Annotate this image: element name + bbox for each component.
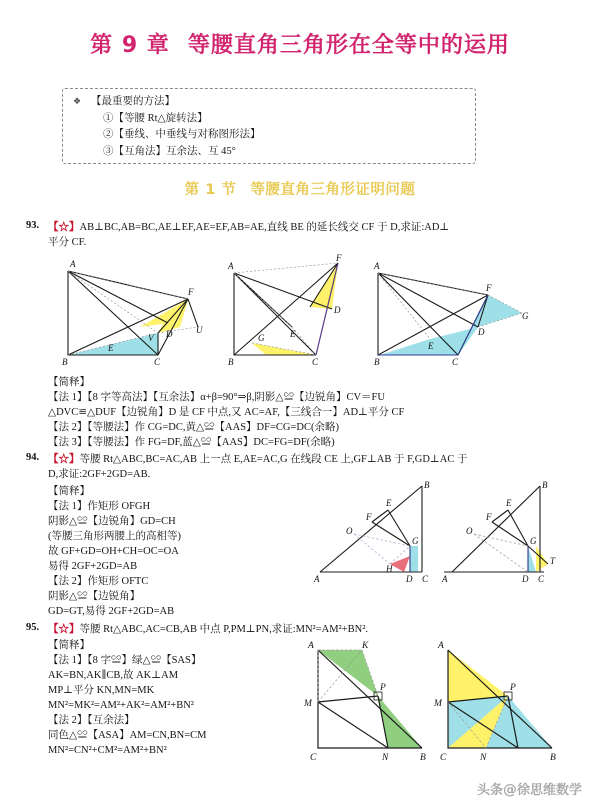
star-tag: 【☆】: [48, 624, 80, 635]
label-P: P: [380, 683, 386, 693]
problem-94-number: 94.: [26, 452, 40, 463]
star-tag: 【☆】: [48, 222, 80, 233]
figure-94-2: [444, 478, 574, 584]
label-C: C: [422, 574, 429, 584]
problem-95-number: 95.: [26, 622, 40, 633]
section-number: 第 1 节: [184, 182, 237, 198]
problem-93-number: 93.: [26, 220, 40, 231]
label-F: F: [486, 512, 492, 522]
label-N: N: [382, 753, 389, 763]
figure-93-1: [62, 255, 240, 367]
figure-93-3: [374, 255, 546, 367]
problem-95-solution: [48, 638, 328, 758]
label-C: C: [154, 357, 161, 367]
watermark-name: 徐思维数学: [516, 783, 582, 798]
chapter-title-text: 等腰直角三角形在全等中的运用: [187, 33, 510, 58]
label-G: G: [522, 311, 529, 321]
problem-94-solution-line-2: 阴影△≌【边锐角】GD=CH: [48, 516, 176, 527]
label-E: E: [290, 329, 296, 339]
problem-95-stem-line-1: [48, 622, 568, 637]
label-C: C: [440, 753, 447, 763]
label-F: F: [366, 512, 372, 522]
problem-93-stem: [48, 220, 548, 250]
problem-94-stem-line-1: [48, 452, 568, 467]
problem-93-stem-text-1: AB⊥BC,AB=BC,AE⊥EF,AE=EF,AB=AE,直线 BE 的延长线交 CF 于 D,求证:AD⊥: [79, 222, 450, 233]
problem-94-stem-text-1: 等腰 Rt△ABC,BC=AC,AB 上一点 E,AE=AC,G 在线段 CE 上,GF⊥AB 于 F,GD⊥AC 于: [79, 454, 468, 465]
label-K: K: [362, 641, 369, 651]
label-D: D: [334, 305, 341, 315]
problem-94-solution-line-1: 【法 1】作矩形 OFGH: [48, 501, 151, 512]
problem-95-solution-line-3: MP⊥平分 KN,MN=MK: [48, 685, 155, 696]
watermark-at-icon: @: [502, 782, 517, 798]
label-F: F: [486, 283, 492, 293]
problem-95-solution-line-1: 【法 1】【8 字≌】绿△≌【SAS】: [48, 655, 202, 666]
label-E: E: [386, 498, 392, 508]
label-C: C: [310, 753, 317, 763]
label-V: V: [148, 333, 154, 343]
problem-93-stem-line-1: [48, 220, 548, 235]
label-E: E: [506, 498, 512, 508]
problem-94-stem-line-2: D,求证:2GF+2GD=AB.: [48, 469, 151, 480]
label-M: M: [304, 699, 312, 709]
figure-94-1: [312, 478, 448, 584]
key-methods-box: [62, 88, 476, 164]
label-B: B: [420, 753, 426, 763]
label-B: B: [228, 357, 234, 367]
label-B: B: [374, 357, 380, 367]
problem-93-solution-line-2: △DVC≌△DUF【边锐角】D 是 CF 中点,又 AC=AF,【三线合一】AD⊥平分 CF: [48, 407, 405, 418]
label-M: M: [434, 699, 442, 709]
problem-95-solution-title: 【简释】: [48, 640, 90, 651]
label-B: B: [62, 357, 68, 367]
problem-94-solution-line-7: 阴影△≌【边锐角】: [48, 591, 141, 602]
problem-94-solution-line-3: (等腰三角形两腰上的高相等): [48, 531, 181, 542]
problem-95-solution-line-5: 【法 2】【互余法】: [48, 715, 135, 726]
label-U: U: [196, 325, 203, 335]
label-P: P: [510, 683, 516, 693]
watermark-prefix: 头条: [476, 783, 503, 798]
label-T: T: [550, 556, 556, 566]
method-item-1: ①【等腰 Rt△旋转法】: [103, 112, 208, 124]
key-methods-list: [91, 94, 261, 160]
label-A: A: [374, 261, 380, 271]
label-A: A: [308, 641, 314, 651]
label-A: A: [442, 574, 448, 584]
label-H: H: [386, 564, 393, 574]
problem-94-solution-line-6: 【法 2】作矩形 OFTC: [48, 576, 149, 587]
label-E: E: [428, 341, 434, 351]
method-heading: 【最重要的方法】: [91, 96, 175, 107]
label-F: F: [336, 253, 342, 263]
problem-93-solution-title: 【简释】: [48, 377, 90, 388]
figure-95-1: [300, 636, 436, 762]
label-A: A: [438, 641, 444, 651]
label-B: B: [550, 753, 556, 763]
label-F: F: [188, 287, 194, 297]
figure-95-2: [430, 636, 566, 762]
problem-93-solution-line-1: 【法 1】【8 字等高法】【互余法】α+β=90°⇒β,阴影△≌【边锐角】CV＝FU: [48, 392, 385, 403]
label-D: D: [166, 329, 173, 339]
problem-95-stem-text-1: 等腰 Rt△ABC,AC=CB,AB 中点 P,PM⊥PN,求证:MN²=AM²+BN².: [79, 624, 368, 635]
label-G: G: [258, 333, 265, 343]
problem-93-solution-line-3: 【法 2】【等腰法】作 CG=DC,黄△≌【AAS】DF=CG=DC(余略): [48, 422, 339, 433]
label-A: A: [228, 261, 234, 271]
problem-93-solution: [48, 375, 568, 450]
label-A: A: [314, 574, 320, 584]
label-B: B: [542, 480, 548, 490]
chapter-number: 第 9 章: [90, 33, 170, 58]
problem-93-stem-line-2: 平分 CF.: [48, 237, 87, 248]
problem-94-solution-title: 【简释】: [48, 486, 90, 497]
label-E: E: [108, 343, 114, 353]
problem-95-solution-line-6: 同色△≌【ASA】AM=CN,BN=CM: [48, 730, 207, 741]
label-N: N: [480, 753, 487, 763]
problem-95-stem: [48, 622, 568, 637]
label-B: B: [424, 480, 430, 490]
label-D: D: [522, 574, 529, 584]
problem-95-solution-line-4: MN²=MK²=AM²+AK²=AM²+BN²: [48, 700, 194, 711]
watermark: [477, 779, 582, 798]
method-item-2: ②【垂线、中垂线与对称图形法】: [103, 129, 261, 140]
label-G: G: [412, 536, 419, 546]
label-D: D: [478, 327, 485, 337]
star-tag: 【☆】: [48, 454, 80, 465]
page-title: [0, 28, 600, 59]
label-A: A: [70, 259, 76, 269]
label-O: O: [466, 526, 473, 536]
problem-95-solution-line-7: MN²=CN²+CM²=AM²+BN²: [48, 745, 167, 756]
figure-93-2: [228, 255, 378, 367]
problem-94-solution-line-8: GD=GT,易得 2GF+2GD=AB: [48, 606, 175, 617]
problem-94-solution-line-4: 故 GF+GD=OH+CH=OC=OA: [48, 546, 179, 557]
problem-94-solution: [48, 484, 328, 619]
label-C: C: [312, 357, 319, 367]
label-G: G: [530, 536, 537, 546]
label-O: O: [346, 526, 353, 536]
section-title: 等腰直角三角形证明问题: [250, 182, 416, 198]
label-C: C: [538, 574, 545, 584]
section-header: [0, 178, 600, 199]
label-C: C: [452, 357, 459, 367]
problem-93-solution-line-4: 【法 3】【等腰法】作 FG=DF,蓝△≌【AAS】DC=FG=DF(余略): [48, 437, 335, 448]
problem-94-solution-line-5: 易得 2GF+2GD=AB: [48, 561, 138, 572]
diamond-bullet-icon: ❖: [73, 96, 82, 106]
method-item-3: ③【互角法】互余法、互 45°: [103, 145, 236, 157]
problem-95-solution-line-2: AK=BN,AK∥CB,故 AK⊥AM: [48, 670, 179, 681]
label-D: D: [406, 574, 413, 584]
